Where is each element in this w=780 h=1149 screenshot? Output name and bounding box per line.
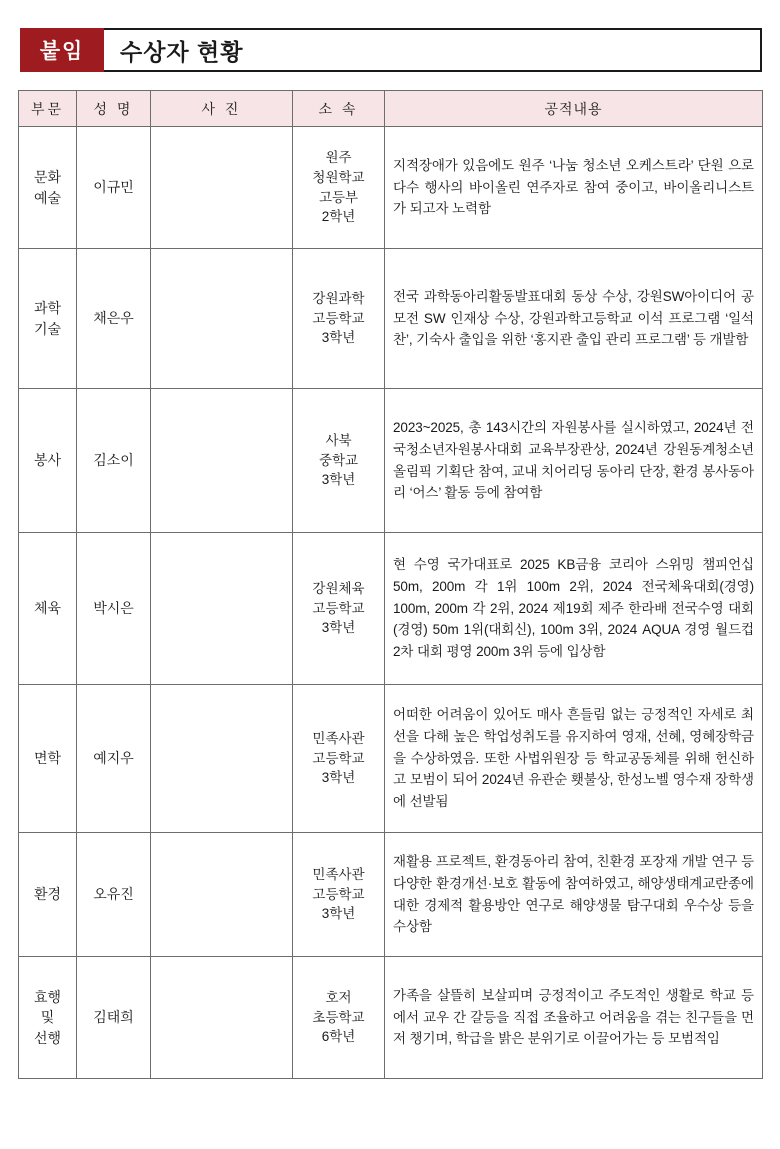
cell-photo [151,127,293,249]
cell-name: 예지우 [77,685,151,833]
cell-photo [151,833,293,957]
cell-name: 김태희 [77,957,151,1079]
award-recipients-table [18,90,763,1079]
table-row [19,127,763,249]
cell-photo [151,685,293,833]
cell-category: 봉사 [19,389,77,533]
cell-category: 체육 [19,533,77,685]
cell-category: 효행 및 선행 [19,957,77,1079]
cell-school: 원주 청원학교 고등부 2학년 [293,127,385,249]
cell-school: 사북 중학교 3학년 [293,389,385,533]
cell-photo [151,533,293,685]
attachment-badge: 붙임 [20,28,104,72]
column-header-school: 소 속 [293,91,385,127]
table-row [19,833,763,957]
cell-photo [151,389,293,533]
cell-detail: 어떠한 어려움이 있어도 매사 흔들림 없는 긍정적인 자세로 최선을 다해 높은 학업성취도를 유지하여 영재, 선혜, 영혜장학금을 수상하였음. 또한 사법위원장 등 학교공동체를 위해 헌신하고 모범이 되어 2024년 유관순 횃불상, 한성노벨 영수재 장학생에 선발됨 [385,685,763,833]
cell-name: 박시은 [77,533,151,685]
page-title: 수상자 현황 [104,28,762,72]
table-row [19,685,763,833]
column-header-detail: 공적내용 [385,91,763,127]
cell-name: 오유진 [77,833,151,957]
cell-photo [151,249,293,389]
cell-school: 호저 초등학교 6학년 [293,957,385,1079]
cell-detail: 2023~2025, 총 143시간의 자원봉사를 실시하였고, 2024년 전국청소년자원봉사대회 교육부장관상, 2024년 강원동계청소년올림픽 기획단 참여, 교내 치어리딩 동아리 단장, 환경 봉사동아리 ‘어스’ 활동 등에 참여함 [385,389,763,533]
table-row [19,389,763,533]
cell-photo [151,957,293,1079]
cell-detail: 현 수영 국가대표로 2025 KB금융 코리아 스위밍 챔피언십 50m, 200m 각 1위 100m 2위, 2024 전국체육대회(경영) 100m, 200m 각 2위, 2024 제19회 제주 한라배 전국수영 대회(경영) 50m 1위(대회신), 100m 3위, 2024 AQUA 경영 월드컵 2차 대회 평영 200m 3위 등에 입상함 [385,533,763,685]
table-row [19,957,763,1079]
cell-category: 면학 [19,685,77,833]
cell-name: 김소이 [77,389,151,533]
cell-detail: 재활용 프로젝트, 환경동아리 참여, 친환경 포장재 개발 연구 등 다양한 환경개선·보호 활동에 참여하였고, 해양생태계교란종에 대한 경제적 활용방안 연구로 해양생물 탐구대회 우수상 등을 수상함 [385,833,763,957]
cell-detail: 지적장애가 있음에도 원주 ‘나눔 청소년 오케스트라’ 단원 으로 다수 행사의 바이올린 연주자로 참여 중이고, 바이올리니스트가 되고자 노력함 [385,127,763,249]
cell-school: 민족사관 고등학교 3학년 [293,833,385,957]
table-header-row [19,91,763,127]
cell-detail: 가족을 살뜰히 보살피며 긍정적이고 주도적인 생활로 학교 등에서 교우 간 갈등을 직접 조율하고 어려움을 겪는 친구들을 먼저 챙기며, 학급을 밝은 분위기로 이끌어가는 등 모범적임 [385,957,763,1079]
cell-school: 강원체육 고등학교 3학년 [293,533,385,685]
column-header-name: 성 명 [77,91,151,127]
cell-name: 채은우 [77,249,151,389]
column-header-photo: 사 진 [151,91,293,127]
cell-detail: 전국 과학동아리활동발표대회 동상 수상, 강원SW아이디어 공모전 SW 인재상 수상, 강원과학고등학교 이석 프로그램 ‘일석찬’, 기숙사 출입을 위한 ‘홍지관 출입 관리 프로그램’ 등 개발함 [385,249,763,389]
cell-category: 환경 [19,833,77,957]
cell-school: 민족사관 고등학교 3학년 [293,685,385,833]
document-title-row [18,28,762,72]
cell-category: 문화 예술 [19,127,77,249]
cell-school: 강원과학 고등학교 3학년 [293,249,385,389]
table-row [19,249,763,389]
table-row [19,533,763,685]
cell-category: 과학 기술 [19,249,77,389]
cell-name: 이규민 [77,127,151,249]
column-header-category: 부문 [19,91,77,127]
